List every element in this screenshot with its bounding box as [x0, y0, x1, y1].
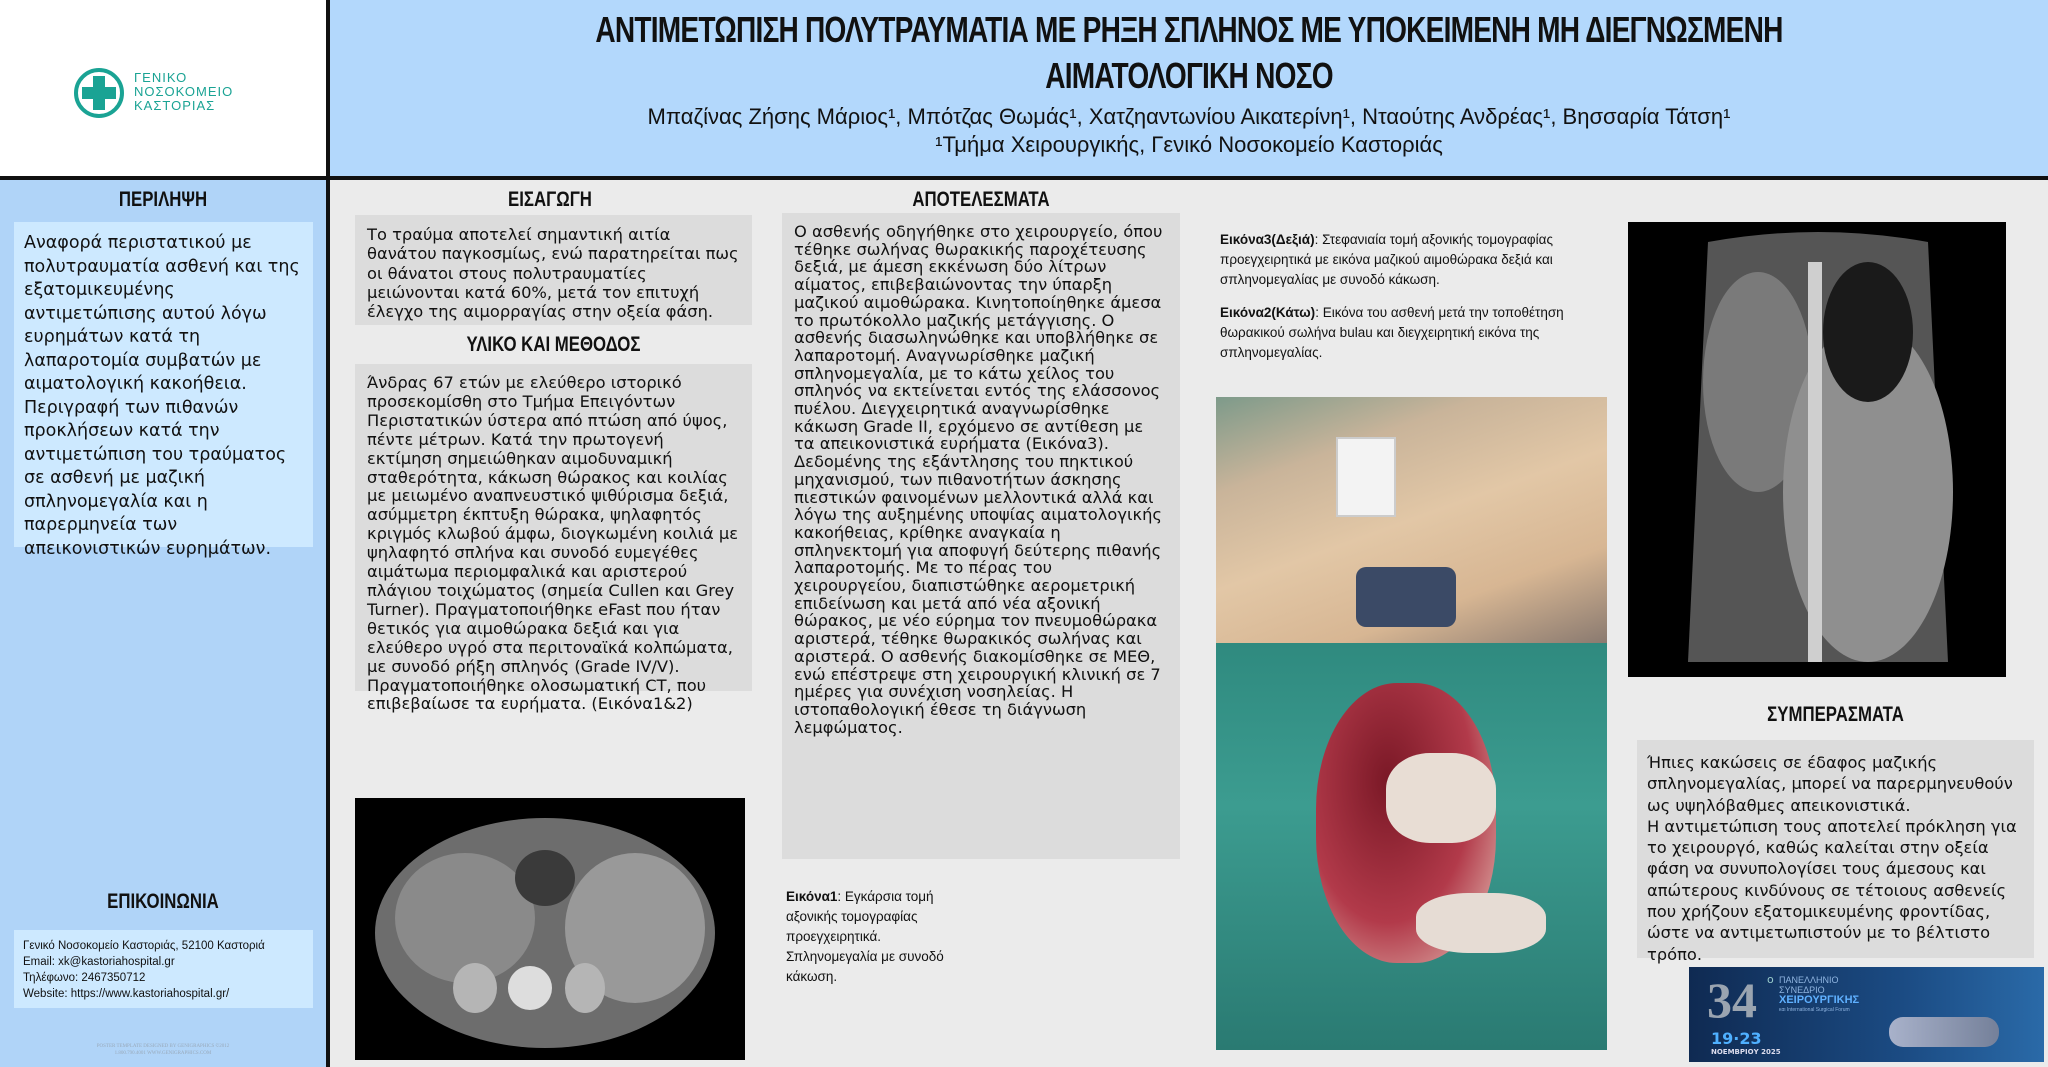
- banner-line: ΠΑΝΕΛΛΗΝΙΟ: [1779, 975, 1839, 985]
- figure1-caption: [786, 887, 956, 987]
- logo-line: ΚΑΣΤΟΡΙΑΣ: [134, 98, 216, 113]
- banner-text: [1779, 975, 1859, 1015]
- template-credit: [0, 1043, 326, 1057]
- credit-line: 1.800.790.4001 WWW.GENIGRAPHICS.COM: [114, 1051, 212, 1056]
- intro-heading: ΕΙΣΑΓΩΓΗ: [508, 188, 592, 211]
- caption-label: Εικόνα1: [786, 889, 838, 904]
- ct-coronal-image: [1628, 222, 2006, 677]
- patient-photo: [1216, 397, 1607, 643]
- results-text: Ο ασθενής οδηγήθηκε στο χειρουργείο, όπου τέθηκε σωλήνας θωρακικής παροχέτευσης δεξιά, με άμεση εκκένωση δύο λίτρων αίματος, επιβεβαιώνοντας την ύπαρξη μαζικού αιμοθώρακα. Κινητοποίηθηκε άμεσα το πρωτόκολλο μαζικής μετάγγισης. Ο ασθενής διασωληνώθηκε και υποβλήθηκε σε λαπαροτομή. Αναγνωρίσθηκε μαζική σπληνομεγαλία, με το κάτω χείλος του σπληνός να εκτείνεται εντός της ελάσσονος πυέλου. Διεγχειρητικά αναγνωρίσθηκε κάκωση Grade II, ερχόμενο σε αντίθεση με τα απεικονιστικά ευρήματα (Εικόνα3). Δεδομένης της εξάντλησης του πηκτικού μηχανισμού, των πιθανοτήτων άσκησης πιεστικών φαινομένων μελλοντικά αλλά και λόγω της αυξημένης υποψίας αιματολογικής κακοήθειας, κρίθηκε αναγκαία η σπληνεκτομή για αποφυγή δεύτερης πιθανής λαπαροτομής. Με το πέρας του χειρουργείου, διαπιστώθηκε αερομετρική επιδείνωση και μετά από νέα αξονική θώρακος, με νέο εύρημα τον πνευμοθώρακα αριστερά, τέθηκε θωρακικός σωλήνας και αριστερά. Ο ασθενής διακομίσθηκε σε ΜΕΘ, ενώ επέστρεψε στη χειρουργική κλινική σε 7 ημέρες για συνέχιση νοσηλείας. Η ιστοπαθολογική έθεσε τη διάγνωση λεμφώματος.: [782, 213, 1180, 859]
- banner-line: ΣΥΝΕΔΡΙΟ: [1779, 985, 1825, 995]
- contact-website[interactable]: Website: https://www.kastoriahospital.gr/: [23, 988, 230, 1000]
- conclusions-p1: Ήπιες κακώσεις σε έδαφος μαζικής σπληνομεγαλίας, μπορεί να παρερμηνευθούν ως υψηλόβαθμες απεικονιστικά.: [1647, 753, 2013, 815]
- intro-text: Το τραύμα αποτελεί σημαντική αιτία θανάτου παγκοσμίως, ενώ παρατηρείται πως οι θάνατοι στους πολυτραυματίες μειώνονται κατά 60%, μετά τον επιτυχή έλεγχο της αιμορραγίας στην οξεία φάση.: [355, 215, 752, 325]
- caption-label: Εικόνα3(Δεξιά): [1220, 232, 1315, 247]
- contact-box: [14, 930, 313, 1008]
- logo-line: ΓΕΝΙΚΟ: [134, 70, 188, 85]
- caption-text: : Εικόνα του ασθενή μετά την τοποθέτηση θωρακικού σωλήνα bulau και διεγχειρητική εικόνα της σπληνομεγαλίας.: [1220, 305, 1564, 360]
- caption-text: : Στεφανιαία τομή αξονικής τομογραφίας προεγχειρητικά με εικόνα μαζικού αιμοθώρακα δεξιά και σπληνομεγαλίας με συνοδό κάκωση.: [1220, 232, 1553, 287]
- logo-panel: [0, 0, 326, 176]
- results-heading: ΑΠΟΤΕΛΕΣΜΑΤΑ: [912, 188, 1050, 211]
- poster-title-line2: ΑΙΜΑΤΟΛΟΓΙΚΗ ΝΟΣΟ: [1045, 55, 1333, 96]
- sidebar: [0, 180, 326, 1067]
- robot-hand-graphic: [1889, 1017, 1999, 1047]
- banner-dates: 19·23: [1711, 1029, 1762, 1048]
- banner-number: 34: [1707, 972, 1757, 1028]
- figure3-caption: [1220, 230, 1620, 290]
- contact-email[interactable]: Email: xk@kastoriahospital.gr: [23, 956, 175, 968]
- conclusions-heading: ΣΥΜΠΕΡΑΣΜΑΤΑ: [1767, 703, 1904, 726]
- banner-line: και International Surgical Forum: [1779, 1007, 1850, 1013]
- contact-address: Γενικό Νοσοκομείο Καστοριάς, 52100 Καστοριά: [23, 940, 265, 952]
- authors: Μπαζίνας Ζήσης Μάριος¹, Μπότζας Θωμάς¹, Χατζηαντωνίου Αικατερίνη¹, Νταούτης Ανδρέας¹, Βησσαρία Τάτση¹: [647, 104, 1731, 129]
- caption-label: Εικόνα2(Κάτω): [1220, 305, 1316, 320]
- banner-sup: ο: [1767, 973, 1774, 986]
- caption-text: : Εγκάρσια τομή αξονικής τομογραφίας προεγχειρητικά. Σπληνομεγαλία με συνοδό κάκωση.: [786, 889, 944, 984]
- abstract-text: Αναφορά περιστατικού με πολυτραυματία ασθενή και της εξατομικευμένης αντιμετώπισης αυτού λόγω ευρημάτων κατά τη λαπαροτομία συμβατών με αιματολογική κακοήθεια. Περιγραφή των πιθανών προκλήσεων κατά την αντιμετώπιση του τραύματος σε ασθενή με μαζική σπληνομεγαλία και η παρερμηνεία των απεικονιστικών ευρημάτων.: [14, 222, 313, 547]
- affiliation: ¹Τμήμα Χειρουργικής, Γενικό Νοσοκομείο Καστοριάς: [935, 132, 1443, 157]
- hospital-logo: [74, 68, 264, 118]
- congress-banner: [1689, 967, 2044, 1062]
- ct-axial-image: [355, 798, 745, 1060]
- logo-line: ΝΟΣΟΚΟΜΕΙΟ: [134, 84, 234, 99]
- figure2-caption: [1220, 303, 1620, 363]
- conclusions-box: [1637, 740, 2034, 964]
- poster-title-line1: ΑΝΤΙΜΕΤΩΠΙΣΗ ΠΟΛΥΤΡΑΥΜΑΤΙΑ ΜΕ ΡΗΞΗ ΣΠΛΗΝΟΣ ΜΕ ΥΠΟΚΕΙΜΕΝΗ ΜΗ ΔΙΕΓΝΩΣΜΕΝΗ: [595, 9, 1783, 50]
- methods-text: Άνδρας 67 ετών με ελεύθερο ιστορικό προσεκομίσθη στο Τμήμα Επειγόντων Περιστατικών ύστερα από πτώση από ύψος, πέντε μέτρων. Κατά την πρωτογενή εκτίμηση σημειώθηκαν αιμοδυναμική σταθερότητα, κάκωση θώρακος και κοιλίας με μειωμένο αναπνευστικό ψιθύρισμα δεξιά, ασύμμετρη έκπτυξη θώρακα, ψηλαφητός κριγμός κλωβού άμφω, διογκωμένη κοιλιά με ψηλαφητό σπλήνα και συνοδό ευμεγέθες αιμάτωμα περιομφαλικά και αριστερού πλάγιου τοιχώματος (σημεία Cullen και Grey Turner). Πραγματοποιήθηκε eFast που ήταν θετικός για αιμοθώρακα δεξιά και για ελεύθερο υγρό στα περιτοναϊκά κολπώματα, με συνοδό ρήξη σπληνός (Grade IV/V). Πραγματοποιήθηκε ολοσωματική CT, που επιβεβαίωσε τα ευρήματα. (Εικόνα1&2): [355, 364, 752, 691]
- divider: [326, 0, 330, 1067]
- methods-heading: ΥΛΙΚΟ ΚΑΙ ΜΕΘΟΔΟΣ: [466, 333, 641, 356]
- poster-header: [330, 0, 2048, 176]
- banner-line: ΧΕΙΡΟΥΡΓΙΚΗΣ: [1779, 994, 1860, 1006]
- cross-globe-icon: [74, 68, 128, 118]
- conclusions-p2: Η αντιμετώπιση τους αποτελεί πρόκληση για το χειρουργό, καθώς καλείται στην οξεία φάση να συνυπολογίσει τους άμεσους και απώτερους κινδύνους σε τέτοιους ασθενείς που χρήζουν εξατομικευμένης φροντίδας, ώστε να αντιμετωπιστούν με το βέλτιστο τρόπο.: [1647, 816, 2017, 964]
- credit-line: POSTER TEMPLATE DESIGNED BY GENIGRAPHICS ©2012: [96, 1044, 230, 1049]
- banner-month: ΝΟΕΜΒΡΙΟΥ 2025: [1711, 1048, 1781, 1056]
- contact-phone: Τηλέφωνο: 2467350712: [23, 972, 146, 984]
- abstract-heading: ΠΕΡΙΛΗΨΗ: [118, 188, 208, 211]
- intraoperative-photo: [1216, 643, 1607, 1050]
- contact-heading: ΕΠΙΚΟΙΝΩΝΙΑ: [107, 890, 219, 913]
